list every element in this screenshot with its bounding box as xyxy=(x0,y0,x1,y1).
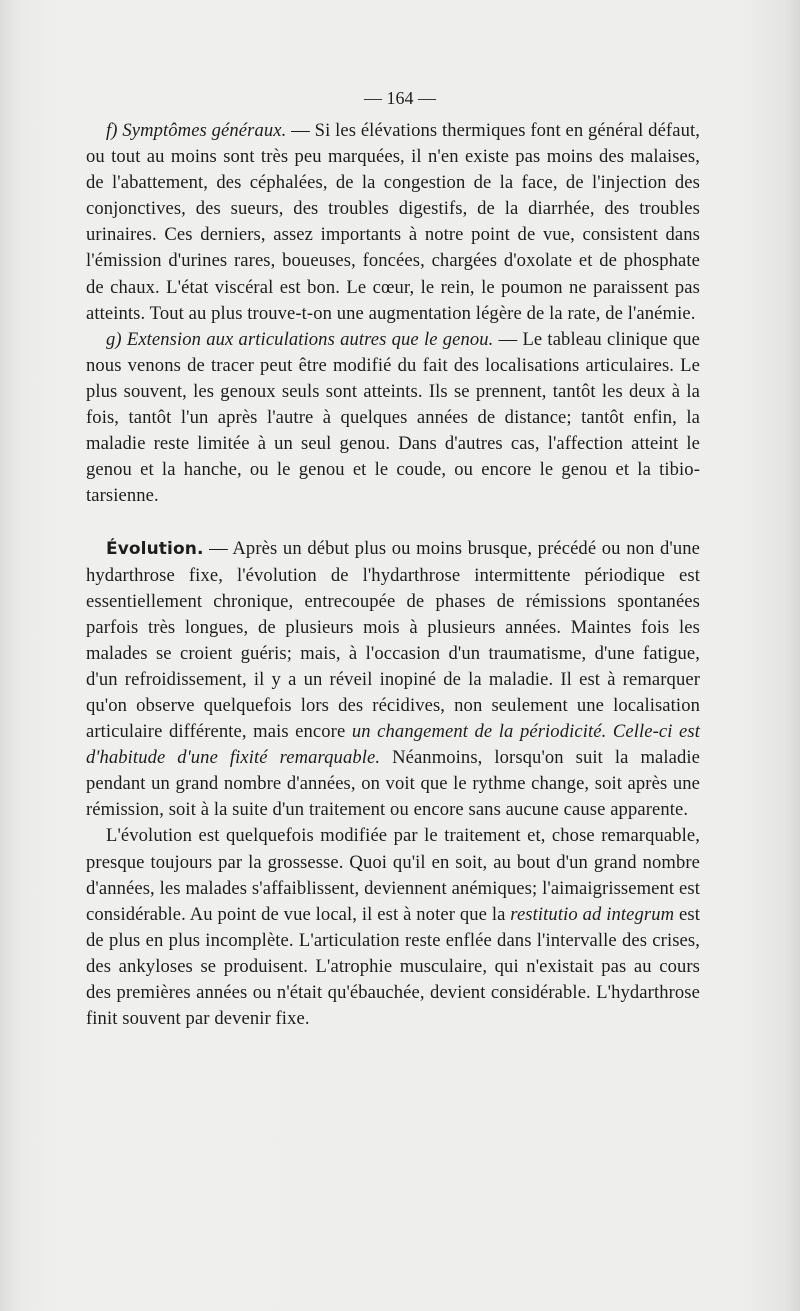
heading-extension: g) Extension aux articulations autres que le genou. xyxy=(106,328,494,350)
emphasis-periodicity: un changement de la périodicité. Celle-ci est d'habitude d'une fixité remarquable. xyxy=(86,721,700,769)
heading-evolution: Évolution. xyxy=(106,539,204,560)
em-dash: — xyxy=(286,120,315,141)
page-text xyxy=(86,118,700,1032)
body-extension: Le tableau clinique que nous venons de tracer peut être modifié du fait des localisations articulaires. Le plus souvent, les genoux seuls sont atteints. Ils se prennent, tantôt les deux à la fois, tantôt l'un après l'autre à quelques années de distance; tantôt enfin, la maladie reste limitée à un seul genou. Dans d'autres cas, l'affection atteint le genou et la hanche, ou le genou et le coude, ou encore le genou et la tibio-tarsienne. xyxy=(86,328,700,507)
body-general-symptoms: Si les élévations thermiques font en général défaut, ou tout au moins sont très peu marquées, il n'en existe pas moins des malaises, de l'abattement, des céphalées, de la congestion de la face, de l'injection des conjonctives, des sueurs, des troubles digestifs, de la diarrhée, des troubles urinaires. Ces derniers, assez importants à notre point de vue, consistent dans l'émission d'urines rares, boueuses, foncées, chargées d'oxolate et de phosphate de chaux. L'état viscéral est bon. Le cœur, le rein, le poumon ne paraissent pas atteints. Tout au plus trouve-t-on une augmentation légère de la rate, de l'anémie. xyxy=(86,120,700,324)
paragraph-general-symptoms xyxy=(86,118,700,327)
paragraph-extension xyxy=(86,327,700,510)
page-number: — 164 — xyxy=(364,88,436,108)
latin-phrase: restitutio ad integrum xyxy=(510,903,675,925)
body-evolution-2: Néanmoins, lorsqu'on suit la maladie pendant un grand nombre d'années, on voit que le rythme change, soit après une rémission, soit à la suite d'un traitement ou encore sans aucune cause apparente. xyxy=(86,747,700,821)
paragraph-evolution-continued xyxy=(86,823,700,1032)
paragraph-evolution xyxy=(86,536,700,823)
section-spacer xyxy=(86,509,700,536)
body-last-1: L'évolution est quelquefois modifiée par le traitement et, chose remarquable, presque toujours par la grossesse. Quoi qu'il en soit, au bout d'un grand nombre d'années, les malades s'affaiblissent, deviennent anémiques; l'aimaigrissement est considérable. Au point de vue local, il est à noter que la xyxy=(86,825,700,925)
body-last-2: est de plus en plus incomplète. L'articulation reste enflée dans l'intervalle des crises, des ankyloses se produisent. L'atrophie musculaire, qui n'existait pas au cours des premières années ou n'était qu'ébauchée, devient considérable. L'hydarthrose finit souvent par devenir fixe. xyxy=(86,903,700,1030)
em-dash: — xyxy=(203,538,233,560)
heading-general-symptoms: f) Symptômes généraux. xyxy=(106,120,287,141)
em-dash: — xyxy=(493,328,523,350)
body-evolution-1: Après un début plus ou moins brusque, précédé ou non d'une hydarthrose fixe, l'évolution de l'hydarthrose intermittente périodique est essentiellement chronique, entrecoupée de phases de rémissions spontanées parfois très longues, de plusieurs mois à plusieurs années. Maintes fois les malades se croient guéris; mais, à l'occasion d'un traumatisme, d'une fatigue, d'un refroidissement, il y a un réveil inopiné de la maladie. Il est à remarquer qu'on observe quelquefois lors des récidives, non seulement une localisation articulaire différente, mais encore xyxy=(86,538,700,743)
